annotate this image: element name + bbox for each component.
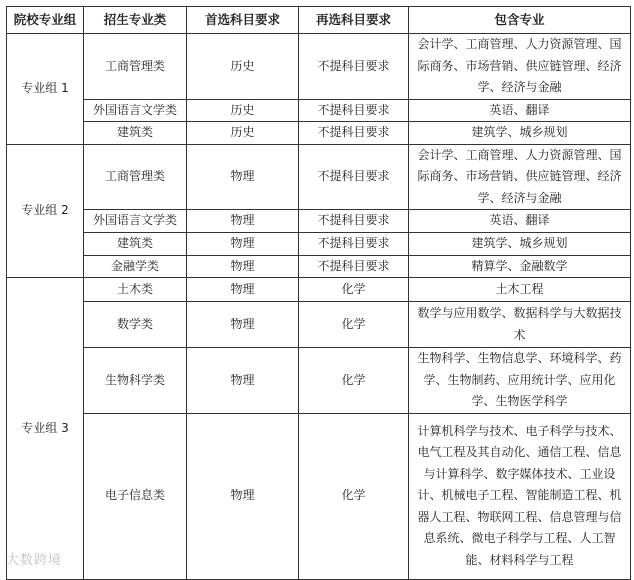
category-cell: 建筑类 [84, 122, 187, 145]
category-cell: 工商管理类 [84, 34, 187, 100]
first-subject-cell: 物理 [187, 144, 299, 210]
table-row [7, 348, 631, 414]
majors-cell: 建筑学、城乡规划 [409, 122, 631, 145]
header-category: 招生专业类 [84, 7, 187, 34]
table-row [7, 233, 631, 256]
category-cell: 金融学类 [84, 255, 187, 278]
majors-cell: 精算学、金融数学 [409, 255, 631, 278]
majors-cell: 计算机科学与技术、电子科学与技术、电气工程及其自动化、通信工程、信息与计算科学、数字媒体技术、工业设计、机械电子工程、智能制造工程、机器人工程、物联网工程、信息管理与信息系统、微电子科学与工程、人工智能、材料科学与工程 [409, 413, 631, 579]
category-cell: 外国语言文学类 [84, 210, 187, 233]
first-subject-cell: 物理 [187, 302, 299, 348]
header-group: 院校专业组 [7, 7, 84, 34]
second-subject-cell: 不提科目要求 [299, 255, 409, 278]
group-name: 专业组 1 [7, 34, 84, 145]
second-subject-cell: 化学 [299, 348, 409, 414]
first-subject-cell: 历史 [187, 122, 299, 145]
second-subject-cell: 不提科目要求 [299, 144, 409, 210]
first-subject-cell: 物理 [187, 348, 299, 414]
header-majors: 包含专业 [409, 7, 631, 34]
watermark-logo: 大数跨境 [6, 553, 63, 568]
majors-cell: 建筑学、城乡规划 [409, 233, 631, 256]
category-cell: 电子信息类 [84, 413, 187, 579]
majors-cell: 生物科学、生物信息学、环境科学、药学、生物制药、应用统计学、应用化学、生物医学科学 [409, 348, 631, 414]
first-subject-cell: 历史 [187, 34, 299, 100]
table-row [7, 413, 631, 579]
first-subject-cell: 物理 [187, 233, 299, 256]
majors-cell: 数学与应用数学、数据科学与大数据技术 [409, 302, 631, 348]
group-name: 专业组 3 [7, 278, 84, 580]
majors-cell: 会计学、工商管理、人力资源管理、国际商务、市场营销、供应链管理、经济学、经济与金融 [409, 34, 631, 100]
first-subject-cell: 物理 [187, 278, 299, 302]
table-row [7, 122, 631, 145]
second-subject-cell: 不提科目要求 [299, 34, 409, 100]
header-first-subject: 首选科目要求 [187, 7, 299, 34]
second-subject-cell: 不提科目要求 [299, 99, 409, 122]
table-row [7, 302, 631, 348]
header-row [7, 7, 631, 34]
table-row [7, 255, 631, 278]
majors-cell: 会计学、工商管理、人力资源管理、国际商务、市场营销、供应链管理、经济学、经济与金融 [409, 144, 631, 210]
first-subject-cell: 物理 [187, 255, 299, 278]
major-group-table [6, 6, 631, 580]
first-subject-cell: 历史 [187, 99, 299, 122]
majors-cell: 英语、翻译 [409, 99, 631, 122]
second-subject-cell: 不提科目要求 [299, 233, 409, 256]
majors-cell: 土木工程 [409, 278, 631, 302]
category-cell: 数学类 [84, 302, 187, 348]
second-subject-cell: 不提科目要求 [299, 210, 409, 233]
second-subject-cell: 化学 [299, 302, 409, 348]
second-subject-cell: 化学 [299, 278, 409, 302]
category-cell: 土木类 [84, 278, 187, 302]
category-cell: 建筑类 [84, 233, 187, 256]
table-row [7, 99, 631, 122]
table-row [7, 278, 631, 302]
second-subject-cell: 化学 [299, 413, 409, 579]
first-subject-cell: 物理 [187, 210, 299, 233]
second-subject-cell: 不提科目要求 [299, 122, 409, 145]
table-row [7, 210, 631, 233]
table-row [7, 34, 631, 100]
group-name: 专业组 2 [7, 144, 84, 278]
table-row [7, 144, 631, 210]
first-subject-cell: 物理 [187, 413, 299, 579]
category-cell: 工商管理类 [84, 144, 187, 210]
category-cell: 外国语言文学类 [84, 99, 187, 122]
category-cell: 生物科学类 [84, 348, 187, 414]
majors-cell: 英语、翻译 [409, 210, 631, 233]
header-second-subject: 再选科目要求 [299, 7, 409, 34]
